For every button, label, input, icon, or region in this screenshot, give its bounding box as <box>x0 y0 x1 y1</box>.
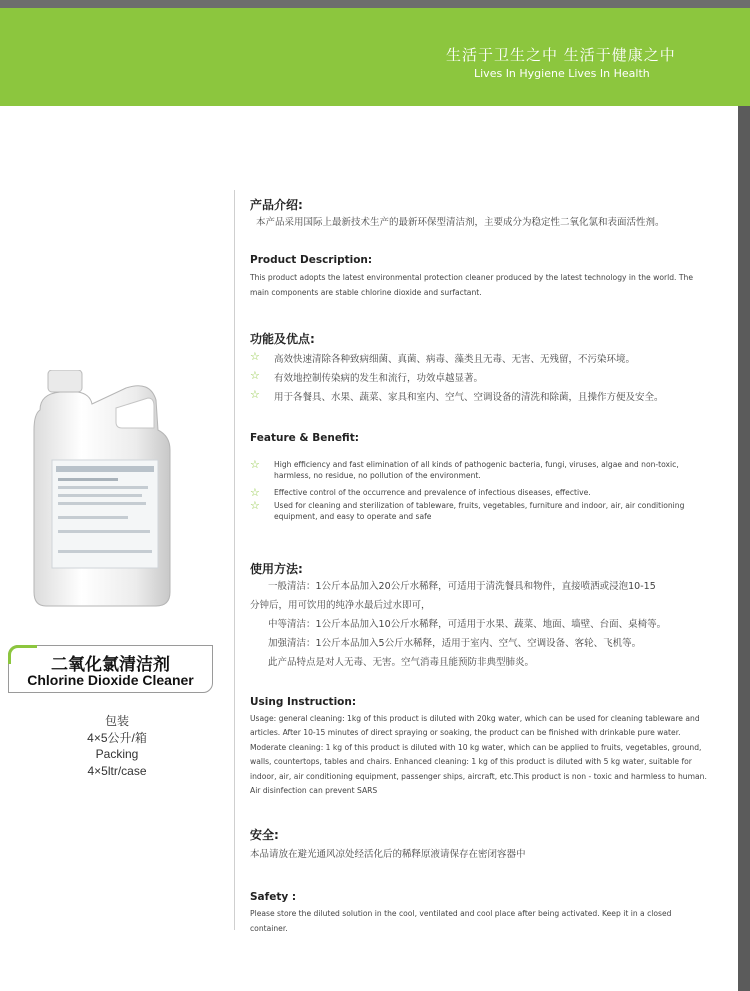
product-name-chinese: 二氧化氯清洁剂 <box>51 655 170 675</box>
product-name-english: Chlorine Dioxide Cleaner <box>27 672 194 688</box>
star-bullet-icon: ☆ <box>250 499 260 512</box>
top-gray-bar <box>0 0 750 8</box>
star-bullet-icon: ☆ <box>250 369 260 382</box>
safety-text-english: Please store the diluted solution in the cool, ventilated and cool place after being activated. Keep it in a closed container. <box>250 909 672 933</box>
slogan-chinese: 生活于卫生之中 生活于健康之中 <box>446 46 676 64</box>
usage-text-english: Usage: general cleaning: 1kg of this product is diluted with 20kg water, which can be used for cleaning tableware and articles. After 10-15 minutes of direct spraying or soaking, the product can be finished with drinkable pure water. Moderate cleaning: 1 kg of this product is diluted with 10 kg water, which can be applied to fruits, vegetables, ground, walls, countertops, tables and chairs. Enhanced cleaning: 1 kg of this product is diluted with 5 kg water, suitable for indoor, air, air conditioning equipment, passenger ships, aircraft, etc.This product is non - toxic and harmless to human. Air disinfection can prevent SARS <box>250 714 707 796</box>
product-name-box <box>8 645 213 693</box>
usage-line4-chinese: 此产品特点是对人无毒、无害。空气消毒且能预防非典型肺炎。 <box>268 657 535 668</box>
column-divider <box>234 190 235 930</box>
features-heading-chinese: 功能及优点: <box>250 332 315 346</box>
usage-line3-chinese: 加强清洁：1公斤本品加入5公斤水稀释，适用于室内、空气、空调设备、客轮、飞机等。 <box>268 638 642 649</box>
star-bullet-icon: ☆ <box>250 388 260 401</box>
intro-heading-english: Product Description: <box>250 254 373 266</box>
safety-text-chinese: 本品请放在避光通风凉处经活化后的稀释原液请保存在密闭容器中 <box>250 849 526 860</box>
intro-text-english: This product adopts the latest environmental protection cleaner produced by the latest technology in the world. The main components are stable chlorine dioxide and surfactant. <box>250 273 694 297</box>
safety-heading-chinese: 安全: <box>250 828 279 842</box>
intro-text-chinese: 本产品采用国际上最新技术生产的最新环保型清洁剂，主要成分为稳定性二氧化氯和表面活性剂。 <box>256 217 665 228</box>
usage-line2-chinese: 中等清洁：1公斤本品加入10公斤水稀释，可适用于水果、蔬菜、地面、墙壁、台面、桌椅等。 <box>268 619 667 630</box>
usage-heading-english: Using Instruction: <box>250 696 357 708</box>
usage-line1b-chinese: 分钟后，用可饮用的纯净水最后过水即可， <box>250 600 431 611</box>
features-heading-english: Feature & Benefit: <box>250 432 359 444</box>
packing-label-english: Packing <box>95 747 139 761</box>
right-edge-bar <box>738 106 750 991</box>
packing-value-chinese: 4×5公升/箱 <box>87 731 147 745</box>
star-bullet-icon: ☆ <box>250 458 260 471</box>
star-bullet-icon: ☆ <box>250 486 260 499</box>
packing-value-english: 4×5ltr/case <box>87 764 147 778</box>
safety-heading-english: Safety : <box>250 891 297 903</box>
usage-heading-chinese: 使用方法: <box>250 562 303 576</box>
packing-label-chinese: 包装 <box>104 714 129 728</box>
product-bottle-image <box>30 370 180 610</box>
star-bullet-icon: ☆ <box>250 350 260 363</box>
slogan-english: Lives In Hygiene Lives In Health <box>474 67 650 80</box>
usage-line1-chinese: 一般清洁：1公斤本品加入20公斤水稀释，可适用于清洗餐具和物件，直接喷洒或浸泡10-15 <box>268 581 656 592</box>
intro-heading-chinese: 产品介绍: <box>250 198 303 212</box>
